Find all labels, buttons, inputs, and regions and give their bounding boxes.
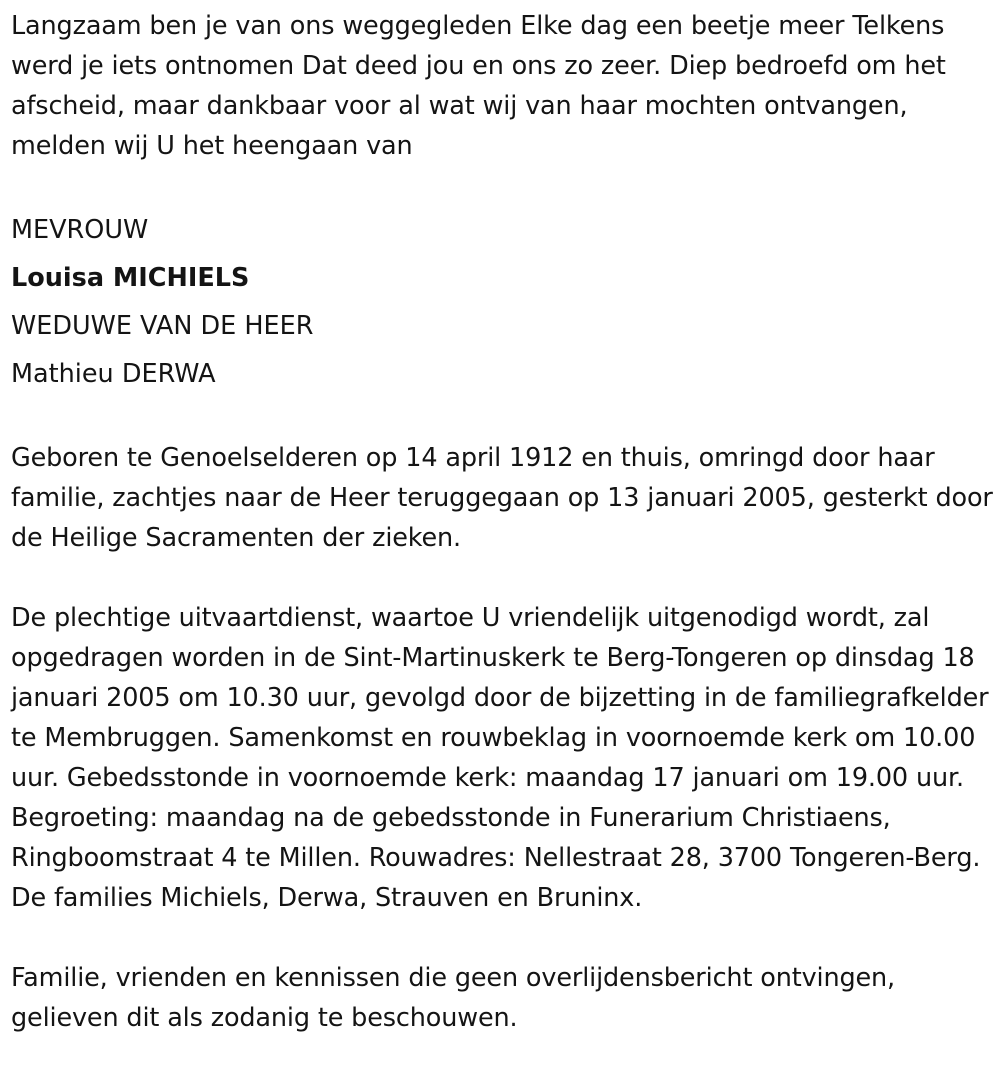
funeral-info-paragraph: De plechtige uitvaartdienst, waartoe U vriendelijk uitgenodigd wordt, zal opgedragen worden in de Sint-Martinuskerk te Berg-Tongeren op dinsdag 18 januari 2005 om 10.30 uur, gevolgd door de bijzetting in de familiegrafkelder te Membruggen. Samenkomst en rouwbeklag in voornoemde kerk om 10.00 uur. Gebedsstonde in voornoemde kerk: maandag 17 januari om 19.00 uur. Begroeting: maandag na de gebedsstonde in Funerarium Christiaens, Ringboomstraat 4 te Millen. Rouwadres: Nellestraat 28, 3700 Tongeren-Berg. De families Michiels, Derwa, Strauven en Bruninx. xyxy=(11,603,989,913)
spacer xyxy=(11,558,996,598)
spacer xyxy=(11,918,996,958)
closing-paragraph: Familie, vrienden en kennissen die geen overlijdensbericht ontvingen, gelieven dit als zodanig te beschouwen. xyxy=(11,963,895,1033)
spouse-name: Mathieu DERWA xyxy=(11,359,216,389)
obituary-notice xyxy=(11,6,996,1038)
spacer xyxy=(11,398,996,438)
title-line: MEVROUW xyxy=(11,215,149,245)
intro-paragraph: Langzaam ben je van ons weggegleden Elke dag een beetje meer Telkens werd je iets ontnomen Dat deed jou en ons zo zeer. Diep bedroefd om het afscheid, maar dankbaar voor al wat wij van haar mochten ontvangen, melden wij U het heengaan van xyxy=(11,11,946,161)
spacer xyxy=(11,166,996,206)
deceased-name: Louisa MICHIELS xyxy=(11,263,250,293)
relation-line: WEDUWE VAN DE HEER xyxy=(11,311,314,341)
birth-death-paragraph: Geboren te Genoelselderen op 14 april 1912 en thuis, omringd door haar familie, zachtjes naar de Heer teruggegaan op 13 januari 2005, gesterkt door de Heilige Sacramenten der zieken. xyxy=(11,443,993,553)
